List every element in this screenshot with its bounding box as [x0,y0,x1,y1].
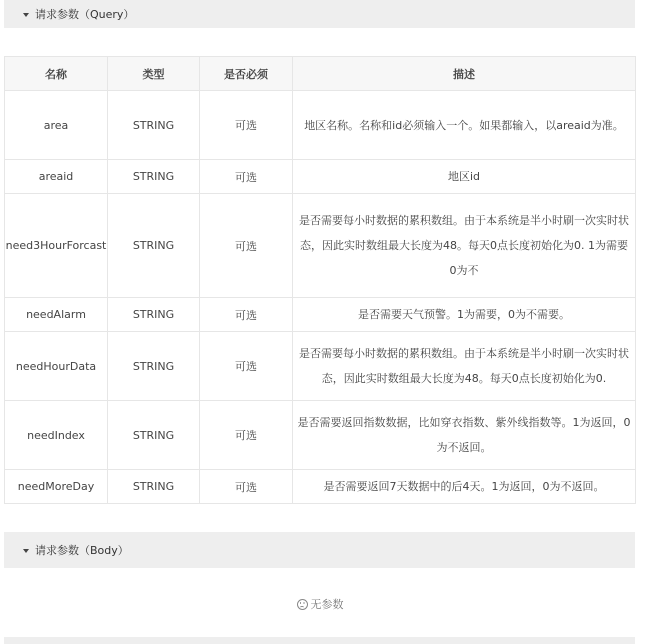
param-type: STRING [108,470,200,504]
param-required: 可选 [200,332,293,401]
caret-down-icon [23,13,29,17]
param-name: needMoreDay [5,470,108,504]
param-type: STRING [108,91,200,160]
param-required: 可选 [200,160,293,194]
param-name: area [5,91,108,160]
query-params-title: 请求参数（Query） [35,8,135,21]
query-params-header[interactable] [4,0,635,28]
body-params-header[interactable] [4,532,635,568]
param-description-text: 地区名称。名称和id必须输入一个。如果都输入，以areaid为准。 [304,118,624,132]
param-description [293,401,636,470]
param-description [293,470,636,504]
param-type: STRING [108,401,200,470]
param-description [293,91,636,160]
next-section-header [4,637,635,644]
table-header-row [5,57,636,91]
empty-state-text: 无参数 [310,598,344,611]
param-name: need3HourForcast [5,194,108,298]
header-description: 描述 [293,57,636,91]
caret-down-icon [23,549,29,553]
table-row [5,332,636,401]
table-row [5,298,636,332]
param-description [293,194,636,298]
header-type: 类型 [108,57,200,91]
param-required: 可选 [200,470,293,504]
param-description [293,160,636,194]
table-row [5,194,636,298]
param-required: 可选 [200,194,293,298]
param-name: needAlarm [5,298,108,332]
param-name: areaid [5,160,108,194]
table-row [5,401,636,470]
param-description-text: 是否需要返回7天数据中的后4天。1为返回，0为不返回。 [323,480,605,493]
param-description-text: 是否需要每小时数据的累积数组。由于本系统是半小时刷一次实时状态，因此实时数组最大长度为48。每天0点长度初始化为0. 1为需要 0为不 [299,214,629,277]
param-name: needIndex [5,401,108,470]
table-row [5,470,636,504]
param-type: STRING [108,298,200,332]
param-type: STRING [108,332,200,401]
param-name: needHourData [5,332,108,401]
sad-face-icon [297,599,308,610]
param-description-text: 地区id [447,170,481,183]
param-required: 可选 [200,91,293,160]
header-required: 是否必须 [200,57,293,91]
header-name: 名称 [5,57,108,91]
table-row [5,160,636,194]
param-description-text: 是否需要每小时数据的累积数组。由于本系统是半小时刷一次实时状态，因此实时数组最大长度为48。每天0点长度初始化为0. [299,347,629,385]
param-description [293,332,636,401]
param-type: STRING [108,160,200,194]
param-required: 可选 [200,401,293,470]
body-params-title: 请求参数（Body） [35,544,129,557]
param-required: 可选 [200,298,293,332]
param-type: STRING [108,194,200,298]
param-description-text: 是否需要返回指数数据，比如穿衣指数、紫外线指数等。1为返回，0为不返回。 [297,416,631,454]
empty-state [0,596,640,612]
table-row [5,91,636,160]
param-description-text: 是否需要天气预警。1为需要，0为不需要。 [358,308,570,321]
query-params-table [4,56,636,504]
param-description [293,298,636,332]
